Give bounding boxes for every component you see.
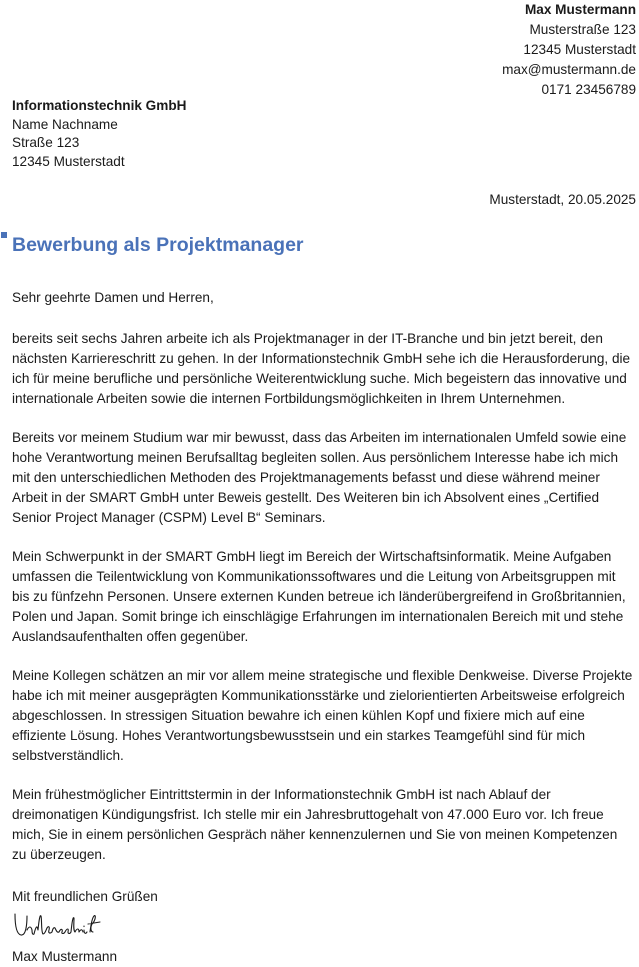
signed-name: Max Mustermann <box>12 949 118 964</box>
body-paragraph: Bereits vor meinem Studium war mir bewusst, dass das Arbeiten im internationalen Umfeld sowie eine hohe Verantwortung meinen Berufsalltag begleiten sollen. Aus persönlichem Interesse habe ich mich mit den unterschiedlichen Methoden des Projektmanagements befasst und diese während meiner Arbeit in der SMART GmbH unter Beweis gestellt. Des Weiteren bin ich Absolvent eines „Certified Senior Project Manager (CSPM) Level B“ Seminars. <box>12 430 627 525</box>
letter-date: Musterstadt, 20.05.2025 <box>489 192 636 207</box>
handwritten-signature <box>12 908 102 942</box>
sender-address <box>502 0 636 100</box>
body-paragraph: Mein frühestmöglicher Eintrittstermin in der Informationstechnik GmbH ist nach Ablauf der dreimonatigen Kündigungsfrist. Ich stelle mir ein Jahresbruttogehalt von 47.000 Euro vor. Ich freue mich, Sie in einem persönlichen Gespräch näher kennenzulernen und Sie von meinen Kompetenzen zu überzeugen. <box>12 787 618 862</box>
letter-body <box>12 329 634 884</box>
sender-phone: 0171 23456789 <box>541 82 636 97</box>
closing-phrase: Mit freundlichen Grüßen <box>12 889 158 904</box>
recipient-address <box>12 97 186 171</box>
body-paragraph: bereits seit sechs Jahren arbeite ich als Projektmanager in der IT-Branche und bin jetzt bereit, den nächsten Karriereschritt zu gehen. In der Informationstechnik GmbH sehe ich die Herausforderung, die ich für meine berufliche und persönliche Weiterentwicklung suche. Mich begeistern das innovative und internationale Arbeiten sowie die internen Fortbildungsmöglichkeiten in Ihrem Unternehmen. <box>12 331 631 406</box>
sender-email: max@mustermann.de <box>502 62 636 77</box>
recipient-city: 12345 Musterstadt <box>12 153 125 169</box>
sender-street: Musterstraße 123 <box>529 22 636 37</box>
subject-marker-icon <box>1 232 7 238</box>
letter-subject: Bewerbung als Projektmanager <box>12 234 304 256</box>
recipient-street: Straße 123 <box>12 135 80 150</box>
salutation: Sehr geehrte Damen und Herren, <box>12 290 214 305</box>
body-paragraph: Meine Kollegen schätzen an mir vor allem meine strategische und flexible Denkweise. Diverse Projekte habe ich mit meiner ausgeprägten Kommunikationsstärke und zielorientierten Arbeitsweise erfolgreich abgeschlossen. In stressigen Situation bewahre ich einen kühlen Kopf und fixiere mich auf eine effiziente Lösung. Hohes Verantwortungsbewusstsein und ein starkes Teamgefühl sind für mich selbstverständlich. <box>12 668 633 763</box>
body-paragraph: Mein Schwerpunkt in der SMART GmbH liegt im Bereich der Wirtschaftsinformatik. Meine Aufgaben umfassen die Teilentwicklung von Kommunikationssoftwares und die Leitung von Arbeitsgruppen mit bis zu fünfzehn Personen. Unsere externen Kunden betreue ich länderübergreifend in Großbritannien, Polen und Japan. Somit bringe ich einschlägige Erfahrungen im internationalen Bereich mit und stehe Auslandsaufenthalten offen gegenüber. <box>12 549 626 644</box>
sender-city: 12345 Musterstadt <box>523 42 636 57</box>
recipient-company: Informationstechnik GmbH <box>12 98 187 113</box>
recipient-contact: Name Nachname <box>12 116 118 132</box>
sender-name: Max Mustermann <box>524 2 636 17</box>
